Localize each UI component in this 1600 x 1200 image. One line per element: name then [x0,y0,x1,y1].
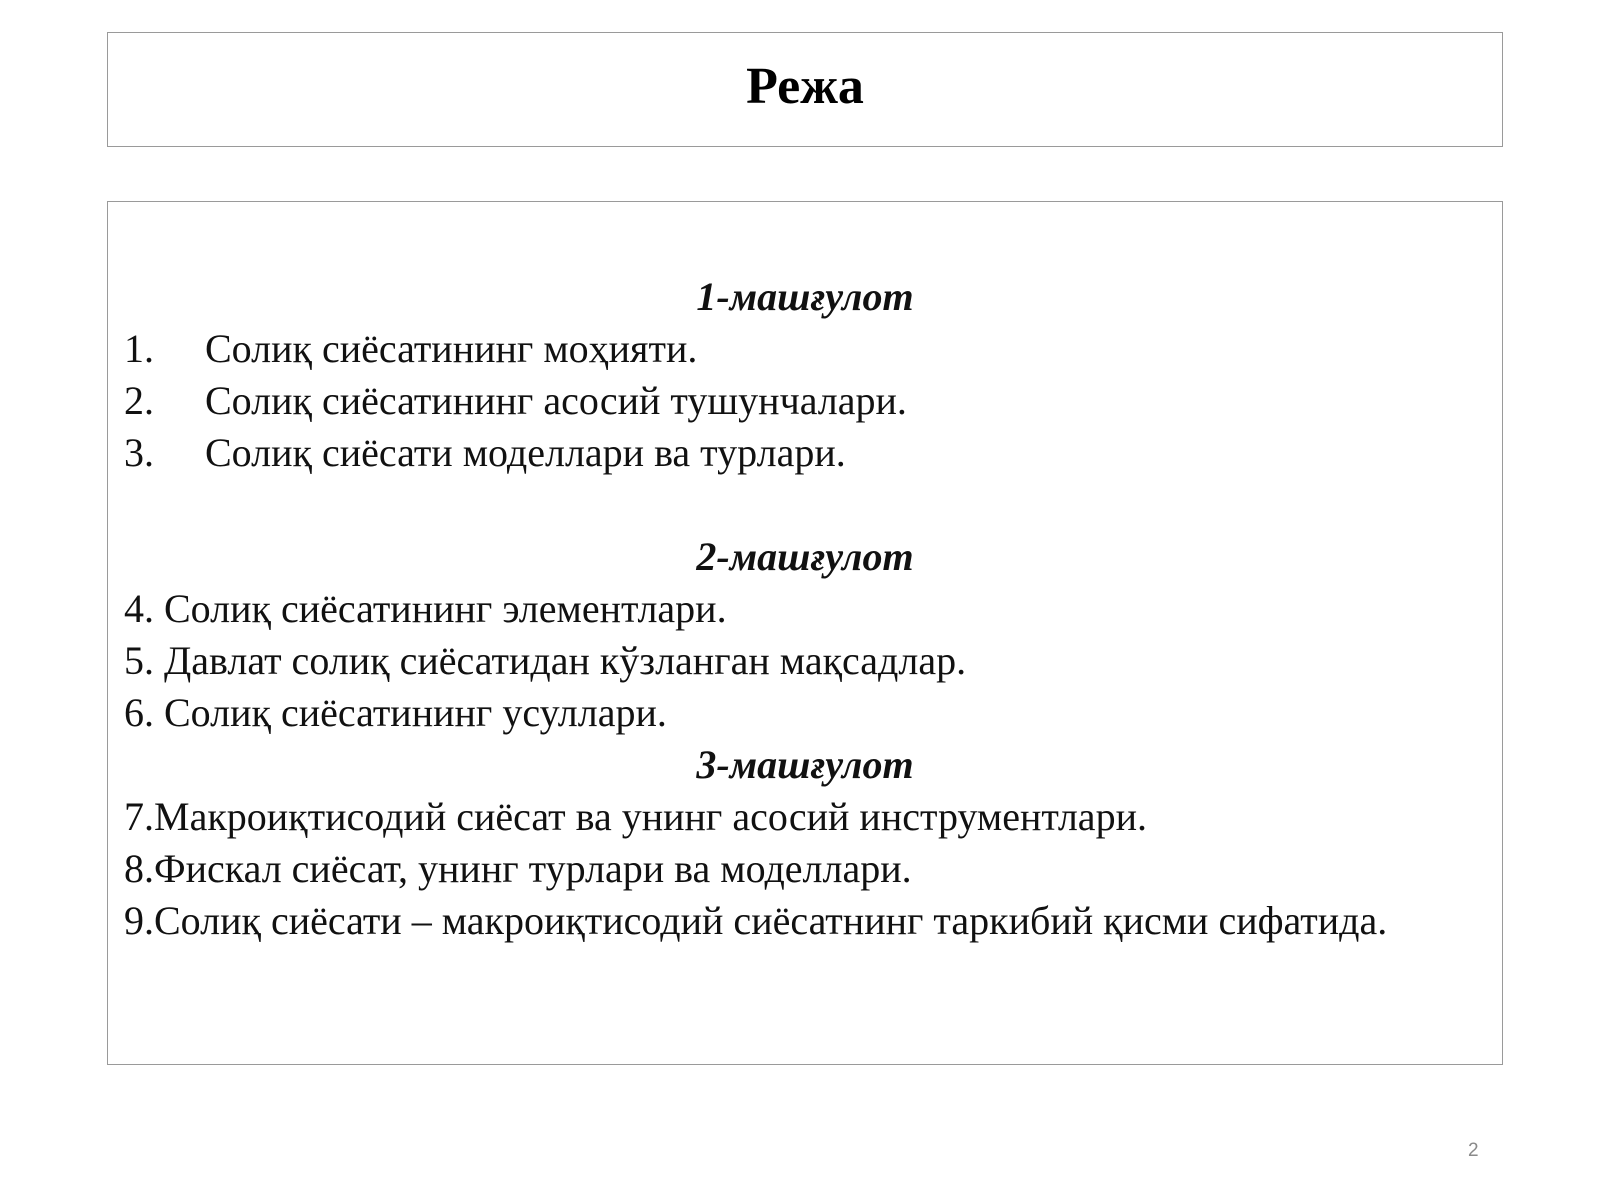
page-number: 2 [1468,1140,1479,1161]
list-item-1 [124,326,698,371]
slide-title: Режа [746,57,864,115]
list-item-1-text: Солиқ сиёсатининг моҳияти. [205,326,698,371]
list-item-3 [124,430,846,475]
title-box [107,32,1503,147]
list-item-1-number: 1. [124,326,154,371]
list-item-2-text: Солиқ сиёсатининг асосий тушунчалари. [205,378,907,423]
session-3-heading: 3-машғулот [696,742,914,787]
list-item-7: 7.Макроиқтисодий сиёсат ва унинг асосий инструментлари. [124,794,1147,839]
list-item-3-number: 3. [124,430,154,475]
list-item-2 [124,378,907,423]
list-item-8: 8.Фискал сиёсат, унинг турлари ва моделлари. [124,846,912,891]
list-item-9: 9.Солиқ сиёсати – макроиқтисодий сиёсатнинг таркибий қисми сифатида. [124,898,1388,943]
list-item-5: 5. Давлат солиқ сиёсатидан кўзланган мақсадлар. [124,638,967,683]
list-item-2-number: 2. [124,378,154,423]
list-item-6: 6. Солиқ сиёсатининг усуллари. [124,690,667,735]
list-item-3-text: Солиқ сиёсати моделлари ва турлари. [205,430,846,475]
session-2-heading: 2-машғулот [696,534,914,579]
content-box [107,201,1503,1065]
session-1-heading: 1-машғулот [696,274,914,319]
list-item-4: 4. Солиқ сиёсатининг элементлари. [124,586,727,631]
